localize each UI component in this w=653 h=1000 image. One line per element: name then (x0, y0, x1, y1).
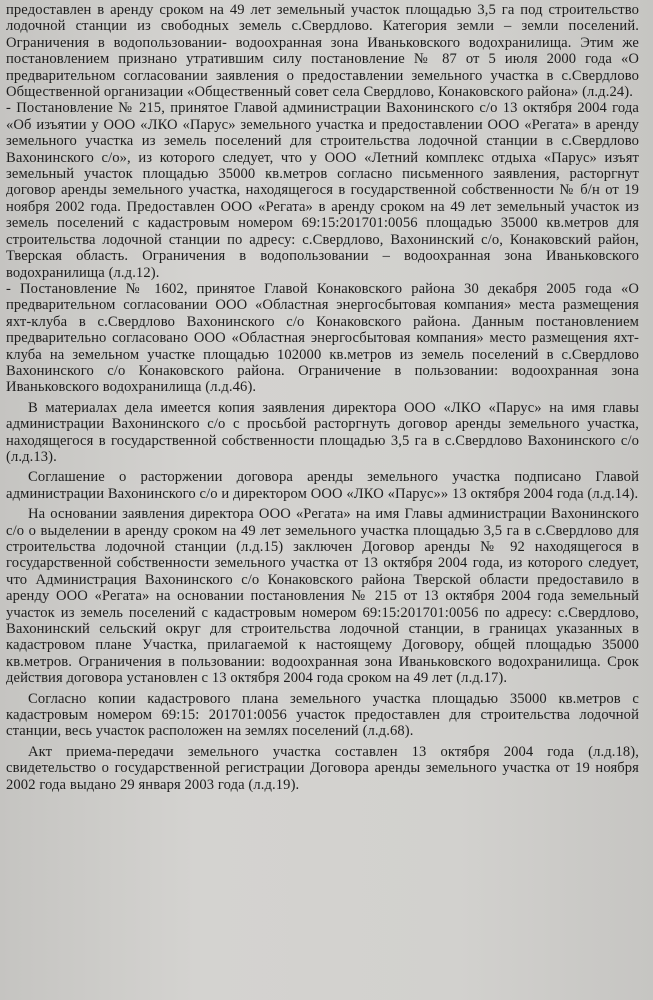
paragraph-resolution-1602: - Постановление № 1602, принятое Главой Конаковского района 30 декабря 2005 года «О предварительном согласовании ООО «Областная энергосбытовая компания» места размещения яхт-клуба в с.Свердлово Вахонинского с/о Конаковского района. Данным постановлением предварительно согласовано ООО «Областная энергосбытовая компания» место размещения яхт-клуба на земельном участке площадью 102000 кв.метров из земель поселений в с.Свердлово Вахонинского с/о Конаковского района. Ограничение в пользовании: водоохранная зона Иваньковского водохранилища (л.д.46). (6, 280, 639, 396)
paragraph-lease-contract-92: На основании заявления директора ООО «Регата» на имя Главы администрации Вахонинского с/о о выделении в аренду сроком на 49 лет земельного участка площадью 3,5 га в с.Свердлово для строительства лодочной станции (л.д.15) заключен Договор аренды № 92 находящегося в государственной собственности земельного участка от 13 октября 2004 года, из которого следует, что Администрация Вахонинского с/о Конаковского района Тверской области предоставило в аренду ООО «Регата» на основании постановления № 215 от 13 октября 2004 года земельный участок из земель поселений с кадастровым номером 69:15:201701:0056 по адресу: с.Свердлово, Вахонинский сельский округ для строительства лодочной станции, в границах указанных в кадастровом плане Участка, прилагаемой к настоящему Договору, общей площадью 35000 кв.метров. Ограничения в пользовании: водоохранная зона Иваньковского водохранилища. Срок действия договора установлен с 13 октября 2004 года сроком на 49 лет (л.д.17). (6, 506, 639, 687)
paragraph-termination-agreement: Соглашение о расторжении договора аренды земельного участка подписано Главой администрации Вахонинского с/о и директором ООО «ЛКО «Парус»» 13 октября 2004 года (л.д.14). (6, 469, 639, 502)
paragraph-transfer-act: Акт приема-передачи земельного участка составлен 13 октября 2004 года (л.д.18), свидетельство о государственной регистрации Договора аренды земельного участка от 19 ноября 2002 года выдано 29 января 2003 года (л.д.19). (6, 743, 639, 793)
paragraph-lease-continuation: предоставлен в аренду сроком на 49 лет земельный участок площадью 3,5 га под строительство лодочной станции из свободных земель с.Свердлово. Категория земли – земли поселений. Ограничения в водопользовании- водоохранная зона Иваньковского водохранилища. Этим же постановлением признано утратившим силу постановление № 87 от 5 июля 2000 года «О предварительном согласовании заявления о предоставлении земельного участка в с.Свердлово Общественной организации «Общественный совет села Свердлово, Конаковского района» (л.д.24). (6, 2, 639, 101)
paragraph-resolution-215: - Постановление № 215, принятое Главой администрации Вахонинского с/о 13 октября 2004 года «Об изъятии у ООО «ЛКО «Парус» земельного участка и предоставлении ООО «Регата» в аренду земельного участка из земель поселений для строительства лодочной станции в с.Свердлово Вахонинского с/о», из которого следует, что у ООО «Летний комплекс отдыха «Парус» изъят земельный участок площадью 35000 кв.метров согласно письменного заявления, расторгнут договор аренды земельного участка, находящегося в государственной собственности № б/н от 19 ноября 2002 года. Предоставлен ООО «Регата» в аренду сроком на 49 лет земельный участок из земель поселений с кадастровым номером 69:15:201701:0056 площадью 35000 кв.метров для строительства лодочной станции по адресу: с.Свердлово, Вахонинский с/о, Конаковский район, Тверская область. Ограничения в водопользовании – водоохранная зона Иваньковского водохранилища (л.д.12). (6, 100, 639, 281)
paragraph-parus-application: В материалах дела имеется копия заявления директора ООО «ЛКО «Парус» на имя главы администрации Вахонинского с/о с просьбой расторгнуть договор аренды земельного участка, находящегося в государственной собственности площадью 3,5 га в с.Свердлово Вахонинского с/о (л.д.13). (6, 399, 639, 465)
paragraph-cadastral-plan: Согласно копии кадастрового плана земельного участка площадью 35000 кв.метров с кадастровым номером 69:15: 201701:0056 участок предоставлен для строительства лодочной станции, весь участок расположен на землях поселений (л.д.68). (6, 690, 639, 740)
